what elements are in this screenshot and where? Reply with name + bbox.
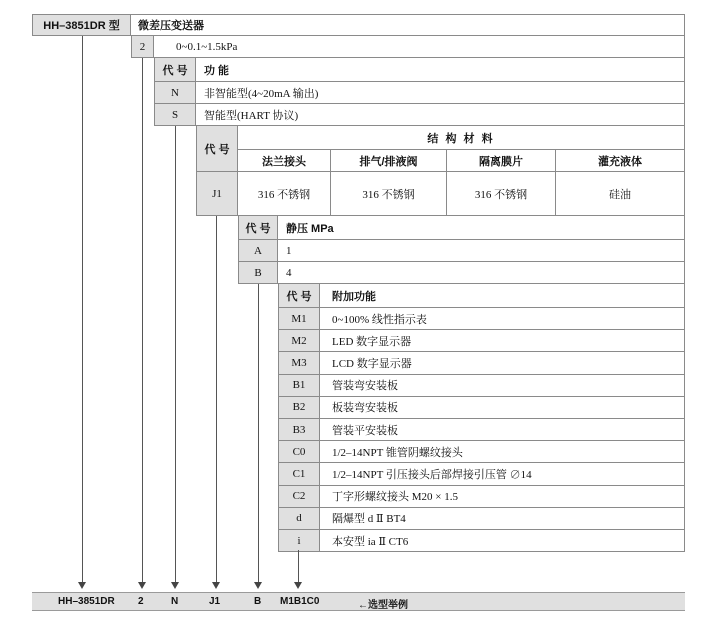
connector-line bbox=[298, 550, 299, 582]
material-header-text: 结 构 材 料 bbox=[427, 132, 495, 145]
function-row-text-value: 非智能型(4~20mA 输出) bbox=[204, 87, 319, 100]
material-column-header bbox=[331, 150, 447, 172]
range-text bbox=[154, 36, 685, 58]
option-text bbox=[320, 397, 685, 419]
option-text-value: 管装弯安装板 bbox=[332, 380, 398, 393]
function-row-code-text: S bbox=[171, 108, 179, 121]
function-row-code-text: N bbox=[171, 86, 179, 99]
model-code bbox=[32, 14, 131, 36]
option-text-value: LCD 数字显示器 bbox=[332, 357, 412, 370]
connector-line bbox=[142, 58, 143, 582]
options-header-text: 附加功能 bbox=[332, 290, 376, 303]
material-header bbox=[238, 126, 685, 150]
option-code bbox=[278, 397, 320, 419]
material-row-code-text: J1 bbox=[212, 187, 222, 200]
option-text bbox=[320, 419, 685, 441]
material-value-text: 316 不锈钢 bbox=[257, 188, 311, 201]
function-code-header bbox=[154, 58, 196, 82]
function-header bbox=[196, 58, 685, 82]
option-text-value: 1/2–14NPT 锥管阴螺纹接头 bbox=[332, 446, 463, 459]
pressure-code-header-text: 代 号 bbox=[245, 222, 271, 235]
connector-line bbox=[216, 216, 217, 582]
function-row-text bbox=[196, 82, 685, 104]
arrow-down-icon bbox=[212, 582, 220, 589]
pressure-code-header bbox=[238, 216, 278, 240]
option-code-text: B3 bbox=[292, 423, 306, 436]
option-code bbox=[278, 463, 320, 485]
range-code-text: 2 bbox=[139, 40, 146, 53]
option-code-text: C2 bbox=[292, 490, 306, 503]
option-text-value: 板装弯安装板 bbox=[332, 402, 398, 415]
function-row-text bbox=[196, 104, 685, 126]
option-code-text: B1 bbox=[292, 379, 306, 392]
arrow-down-icon bbox=[138, 582, 146, 589]
material-value-text: 316 不锈钢 bbox=[474, 188, 528, 201]
option-code bbox=[278, 508, 320, 530]
option-text-value: 丁字形螺纹接头 M20 × 1.5 bbox=[332, 491, 458, 504]
option-text-value: LED 数字显示器 bbox=[332, 335, 412, 348]
option-code-text: i bbox=[297, 534, 301, 547]
material-column-header-text: 法兰接头 bbox=[262, 155, 306, 168]
function-row-code bbox=[154, 82, 196, 104]
option-code-text: B2 bbox=[292, 401, 306, 414]
pressure-header bbox=[278, 216, 685, 240]
connector-line bbox=[82, 36, 83, 582]
example-part: N bbox=[171, 596, 179, 607]
option-text bbox=[320, 375, 685, 397]
arrow-down-icon bbox=[171, 582, 179, 589]
option-text-value: 隔爆型 d Ⅱ BT4 bbox=[332, 513, 406, 526]
option-text bbox=[320, 530, 685, 552]
option-text bbox=[320, 308, 685, 330]
function-row-text-value: 智能型(HART 协议) bbox=[204, 109, 299, 122]
model-title-text: 微差压变送器 bbox=[138, 20, 204, 32]
example-part: B bbox=[254, 596, 262, 607]
options-code-header bbox=[278, 284, 320, 308]
material-value-text: 硅油 bbox=[609, 188, 631, 201]
option-code-text: C1 bbox=[292, 467, 306, 480]
pressure-header-text: 静压 MPa bbox=[286, 222, 334, 235]
pressure-row-code bbox=[238, 262, 278, 284]
option-code bbox=[278, 308, 320, 330]
option-text bbox=[320, 330, 685, 352]
option-text-value: 管装平安装板 bbox=[332, 424, 398, 437]
example-part: M1B1C0 bbox=[280, 596, 320, 607]
option-text bbox=[320, 441, 685, 463]
example-part: 2 bbox=[138, 596, 144, 607]
pressure-row-code-text: B bbox=[254, 266, 262, 279]
model-code-text: HH–3851DR 型 bbox=[43, 20, 120, 32]
material-column-header-text: 灌充液体 bbox=[598, 155, 642, 168]
function-code-header-text: 代 号 bbox=[162, 64, 188, 77]
pressure-row-text-value: 1 bbox=[286, 244, 292, 257]
material-value bbox=[238, 172, 331, 216]
option-text bbox=[320, 508, 685, 530]
option-code-text: M1 bbox=[291, 312, 307, 325]
option-code bbox=[278, 530, 320, 552]
option-code bbox=[278, 419, 320, 441]
option-code bbox=[278, 486, 320, 508]
arrow-down-icon bbox=[78, 582, 86, 589]
example-part: J1 bbox=[209, 596, 221, 607]
option-text-value: 1/2–14NPT 引压接头后部焊接引压管 ∅14 bbox=[332, 468, 532, 481]
material-row-code bbox=[196, 172, 238, 216]
option-code bbox=[278, 375, 320, 397]
option-text-value: 本安型 ia Ⅱ CT6 bbox=[332, 535, 409, 548]
range-code bbox=[131, 36, 154, 58]
arrow-down-icon bbox=[254, 582, 262, 589]
range-text-value: 0~0.1~1.5kPa bbox=[176, 40, 238, 53]
material-column-header-text: 排气/排液阀 bbox=[359, 155, 418, 168]
option-code-text: d bbox=[296, 512, 302, 525]
material-column-header bbox=[238, 150, 331, 172]
material-code-header bbox=[196, 126, 238, 172]
pressure-row-code bbox=[238, 240, 278, 262]
material-value bbox=[556, 172, 685, 216]
material-value bbox=[331, 172, 447, 216]
option-code-text: M3 bbox=[291, 356, 307, 369]
options-code-header-text: 代 号 bbox=[286, 290, 312, 303]
option-code-text: C0 bbox=[292, 445, 306, 458]
option-text bbox=[320, 486, 685, 508]
option-code bbox=[278, 330, 320, 352]
material-column-header bbox=[556, 150, 685, 172]
option-text bbox=[320, 352, 685, 374]
pressure-row-text-value: 4 bbox=[286, 266, 292, 279]
selection-example-bar bbox=[32, 592, 685, 611]
arrow-down-icon bbox=[294, 582, 302, 589]
material-value-text: 316 不锈钢 bbox=[362, 188, 415, 201]
option-code bbox=[278, 352, 320, 374]
material-code-header-text: 代 号 bbox=[204, 143, 230, 156]
function-row-code bbox=[154, 104, 196, 126]
pressure-row-code-text: A bbox=[254, 244, 262, 257]
example-part: HH–3851DR bbox=[58, 596, 115, 607]
material-column-header bbox=[447, 150, 556, 172]
options-header bbox=[320, 284, 685, 308]
function-header-text: 功 能 bbox=[204, 64, 230, 77]
pressure-row-text bbox=[278, 262, 685, 284]
connector-line bbox=[258, 284, 259, 582]
option-text-value: 0~100% 线性指示表 bbox=[332, 313, 427, 326]
material-value bbox=[447, 172, 556, 216]
connector-line bbox=[175, 126, 176, 582]
material-column-header-text: 隔离膜片 bbox=[479, 155, 523, 168]
option-text bbox=[320, 463, 685, 485]
model-title bbox=[130, 14, 685, 36]
option-code-text: M2 bbox=[291, 334, 307, 347]
option-code bbox=[278, 441, 320, 463]
pressure-row-text bbox=[278, 240, 685, 262]
example-label: ←选型举例 bbox=[358, 600, 408, 611]
